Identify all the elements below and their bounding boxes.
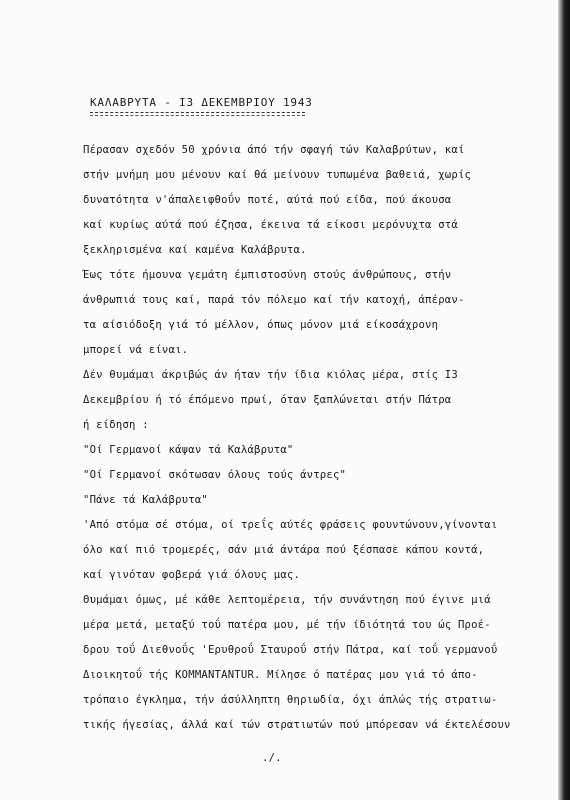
text-line: Δέν θυμάμαι άκριβώς άν ήταν τήν ίδια κιόλας μέρα, στίς Ι3	[83, 369, 458, 381]
text-line: άνθρωπιά τους καί, παρά τόν πόλεμο καί τήν κατοχή, άπέραν-	[83, 294, 465, 306]
text-line: ή είδηση :	[83, 419, 149, 431]
text-line: τικής ήγεσίας, άλλά καί τών στρατιωτών πού μπόρεσαν νά έκτελέσουν	[83, 719, 511, 731]
text-line: τρόπαιο έγκλημα, τήν άσύλληπτη θηριωδία, όχι άπλώς τής στρατιω-	[83, 694, 498, 706]
title-underline	[90, 112, 305, 113]
text-line: Θυμάμαι όμως, μέ κάθε λεπτομέρεια, τήν συνάντηση πού έγινε μιά	[83, 594, 491, 606]
page-continuation-marker: ./.	[262, 752, 282, 764]
document-title: ΚΑΛΑΒΡΥΤΑ - Ι3 ΔΕΚΕΜΒΡΙΟΥ 1943	[90, 96, 313, 109]
text-line: στήν μνήμη μου μένουν καί θά μείνουν τυπωμένα βαθειά, χωρίς	[83, 169, 472, 181]
text-line: ξεκληρισμένα καί καμένα Καλάβρυτα.	[83, 244, 307, 256]
scan-edge-shadow	[558, 0, 570, 800]
text-line: όλο καί πιό τρομερές, σάν μιά άντάρα πού ξέσπασε κάπου κοντά,	[83, 544, 485, 556]
title-underline-second	[90, 115, 305, 116]
quote-line: "Οί Γερμανοί κάψαν τά Καλάβρυτα"	[83, 444, 294, 456]
text-line: Πέρασαν σχεδόν 50 χρόνια άπό τήν σφαγή τών Καλαβρύτων, καί	[83, 144, 465, 156]
text-line: Δεκεμβρίου ή τό έπόμενο πρωί, όταν ξαπλώνεται στήν Πάτρα	[83, 394, 452, 406]
text-line: τα αίσιόδοξη γιά τό μέλλον, όπως μόνον μιά είκοσάχρονη	[83, 319, 439, 331]
text-line: μπορεί νά είναι.	[83, 344, 189, 356]
text-line: καί κυρίως αύτά πού έζησα, έκεινα τά είκοσι μερόνυχτα στά	[83, 219, 458, 231]
text-line: Έως τότε ήμουνα γεμάτη έμπιστοσύνη στούς άνθρώπους, στήν	[83, 269, 452, 281]
text-line: καί γινόταν φοβερά γιά όλους μας.	[83, 569, 301, 581]
text-line: 'Από στόμα σέ στόμα, οί τρεΐς αύτές φράσεις φουντώνουν,γίνονται	[83, 519, 498, 531]
text-line: μέρα μετά, μεταξύ τοΰ πατέρα μου, μέ τήν ίδιότητά του ώς Προέ-	[83, 619, 491, 631]
quote-line: "Οί Γερμανοί σκότωσαν όλους τούς άντρες"	[83, 469, 347, 481]
text-line: δρου τοΰ Διεθνοΰς 'Ερυθροΰ Σταυροΰ στήν Πάτρα, καί τοΰ γερμανοΰ	[83, 644, 498, 656]
quote-line: "Πάνε τά Καλάβρυτα"	[83, 494, 208, 506]
text-line: δυνατότητα ν'άπαλειφθοΰν ποτέ, αύτά πού είδα, πού άκουσα	[83, 194, 452, 206]
text-line: Διοικητοΰ τής KOMMANTANTUR. Μίλησε ό πατέρας μου γιά τό άπο-	[83, 669, 478, 681]
